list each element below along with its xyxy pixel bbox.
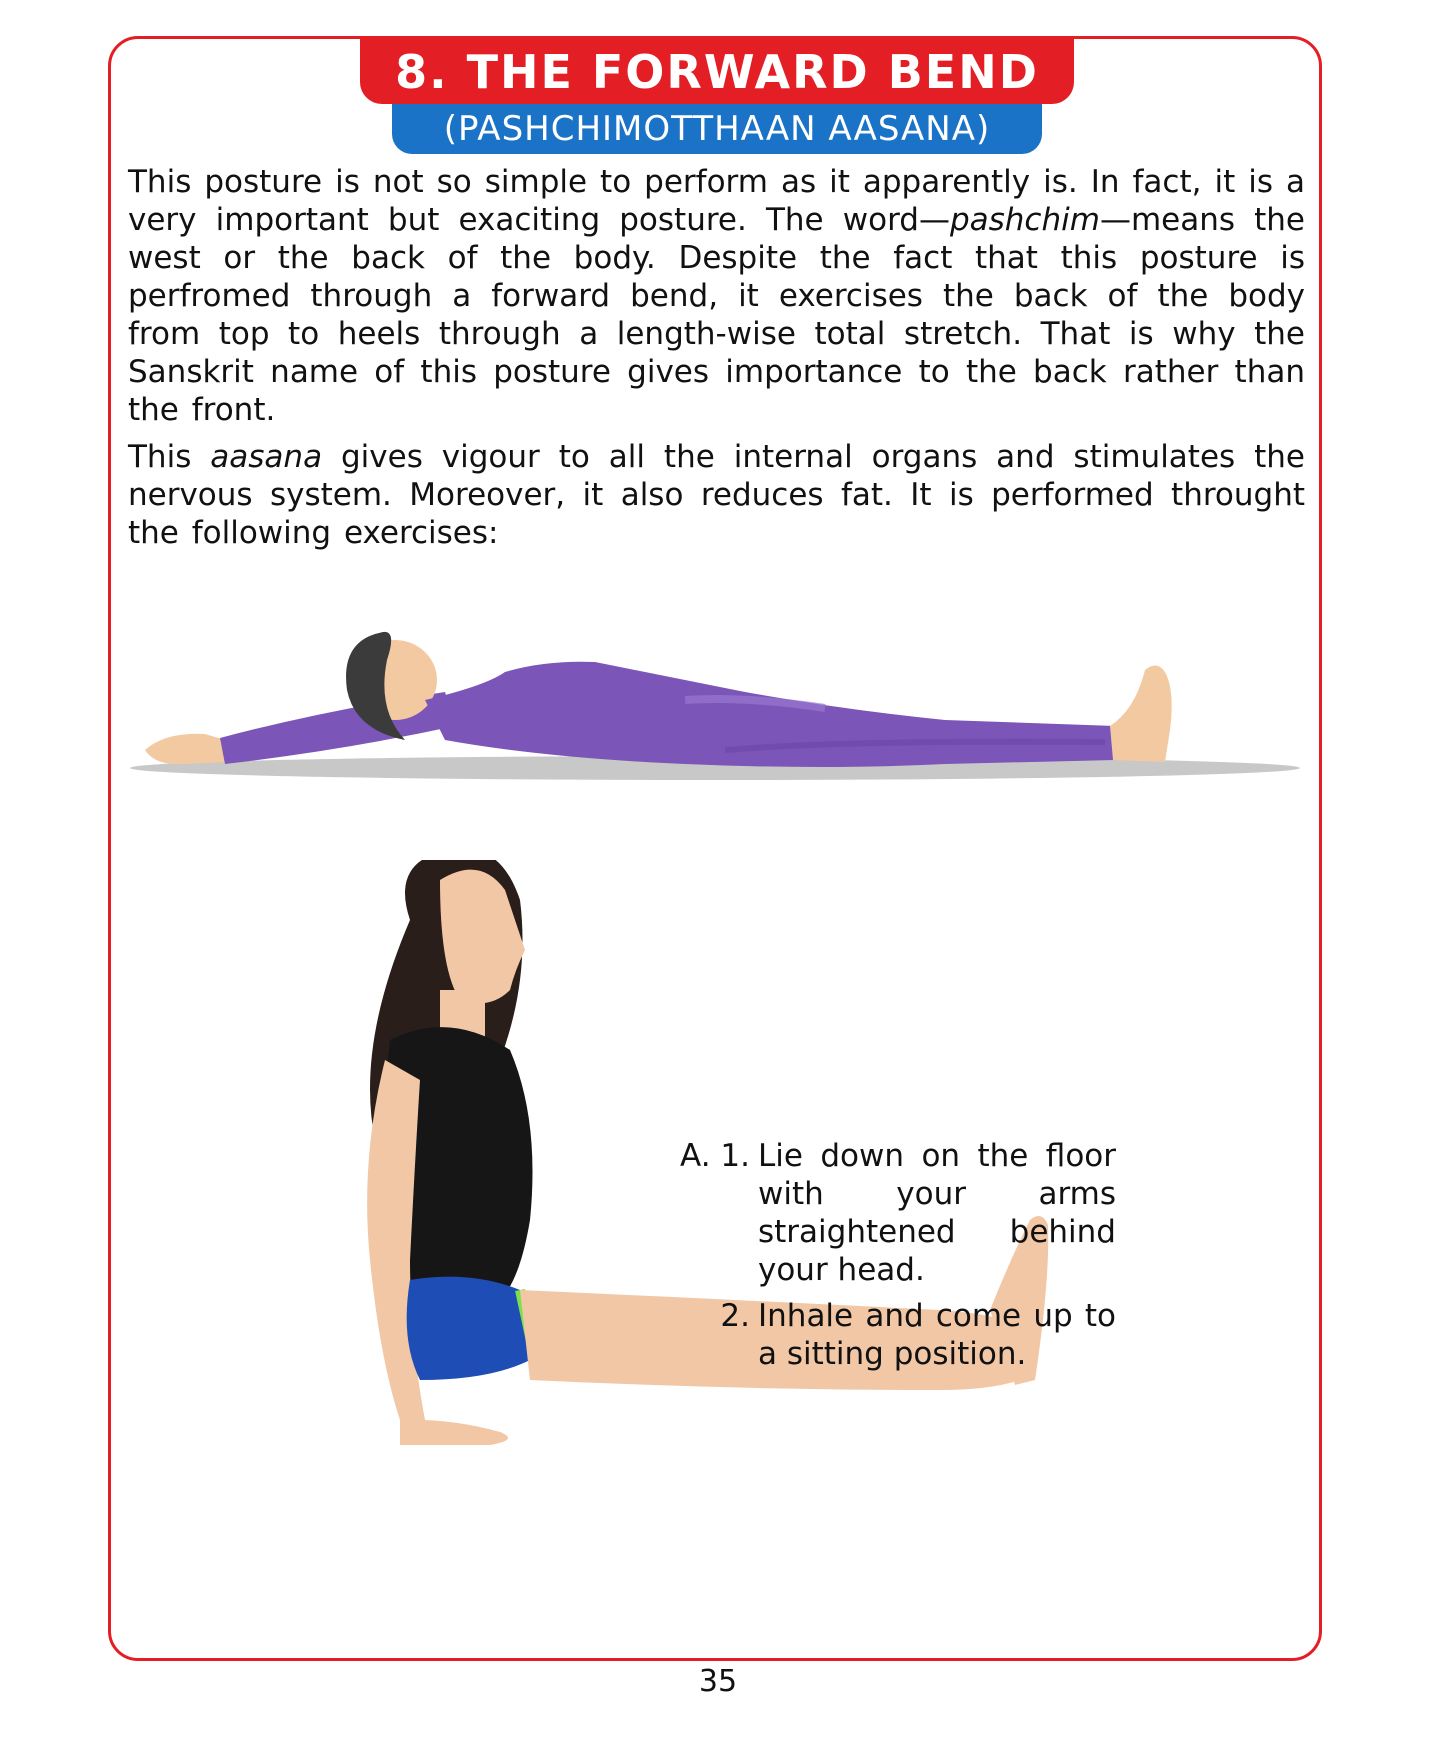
step-number: A. 1. (680, 1138, 750, 1174)
hand (400, 1420, 508, 1445)
intro-p2-italic: aasana (210, 439, 323, 475)
chapter-subtitle: (PASHCHIMOTTHAAN AASANA) (392, 104, 1042, 154)
intro-p1-text-b: —means the west or the back of the body. Despite the fact that this posture is perfromed through a forward bend, it exercises the back of the body from top to heels through a length-wise total stretch. That is why the Sanskrit name of this posture gives importance to the back rather than the front. (128, 202, 1306, 428)
page-number: 35 (698, 1664, 738, 1699)
intro-p2-text-b: gives vigour to all the internal organs and stimulates the nervous system. Moreover, it also reduces fat. It is performed throught the following exercises: (128, 439, 1305, 551)
step-item-1 (666, 1137, 1116, 1289)
intro-p2-text-a: This (128, 439, 211, 475)
exercise-steps (666, 1137, 1116, 1381)
step-text: Inhale and come up to a sitting position. (758, 1298, 1116, 1372)
chapter-title: 8. THE FORWARD BEND (360, 38, 1074, 104)
torso-legs (425, 662, 1115, 767)
lying-posture-illustration (125, 600, 1305, 800)
intro-p1-text-a: This posture is not so simple to perform as it apparently is. In fact, it is a very important but exaciting posture. The word— (128, 164, 1305, 238)
step-item-2 (666, 1297, 1116, 1373)
intro-paragraph-1 (128, 163, 1305, 429)
intro-text (128, 163, 1305, 561)
intro-p1-italic: pashchim (949, 202, 1100, 238)
shorts (407, 1277, 530, 1380)
step-text: Lie down on the floor with your arms straightened behind your head. (758, 1138, 1116, 1288)
intro-paragraph-2 (128, 438, 1305, 552)
feet (1110, 665, 1172, 762)
step-number: 2. (720, 1298, 750, 1334)
hands (145, 734, 225, 764)
